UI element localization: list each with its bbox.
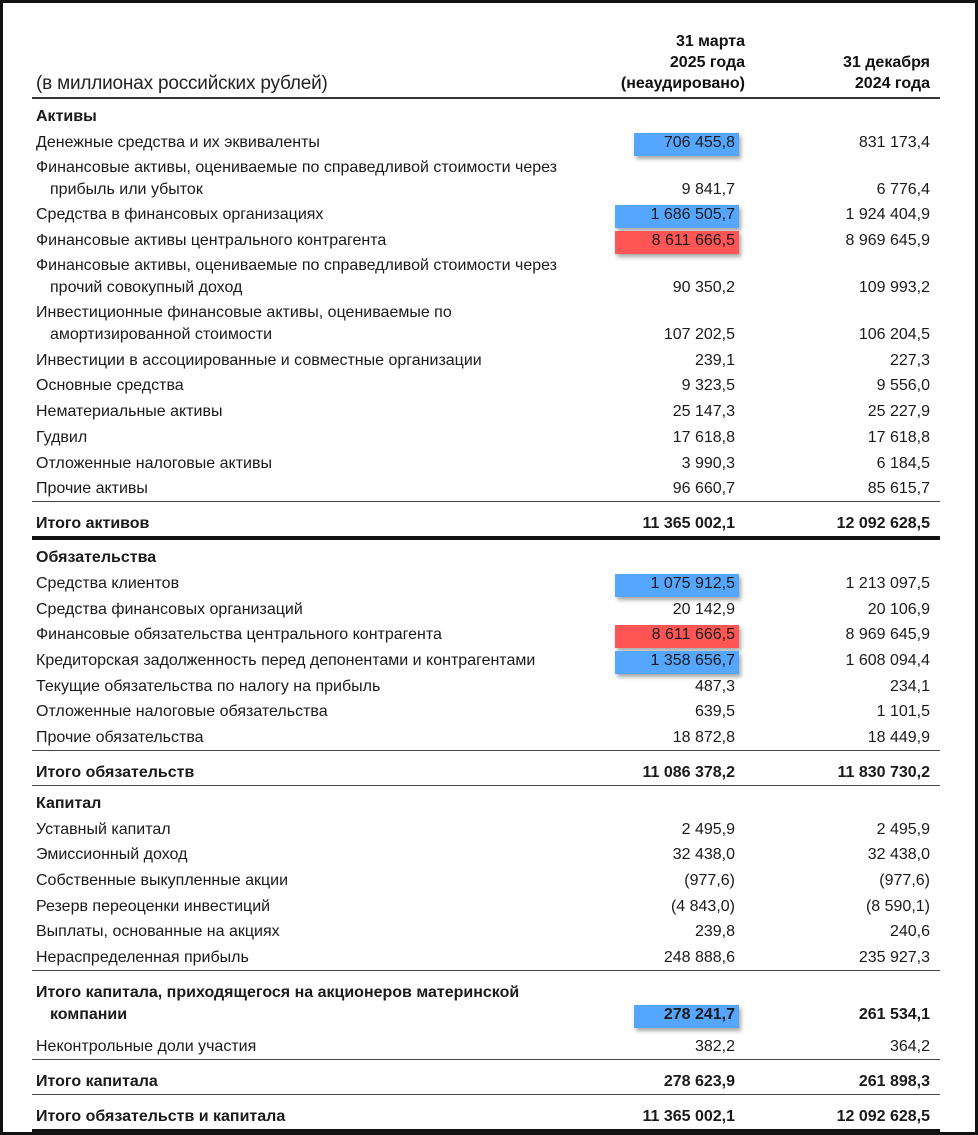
value-text: 382,2 xyxy=(694,1038,735,1056)
table-row xyxy=(32,816,940,842)
table-row xyxy=(32,227,940,253)
section-title: Капитал xyxy=(36,795,102,812)
value-text: 239,1 xyxy=(694,351,735,369)
column-header-line: (неаудировано) xyxy=(620,75,745,92)
value-mar-2025 xyxy=(585,1106,735,1129)
column-header-line: 2025 года xyxy=(669,54,745,71)
row-label-line: прочий совокупный доход xyxy=(50,279,243,297)
value-dec-2024: 12 092 628,5 xyxy=(836,1108,930,1126)
table-row xyxy=(32,842,940,868)
value-text: 278 623,9 xyxy=(663,1073,735,1091)
value-text: 107 202,5 xyxy=(663,326,735,344)
row-label xyxy=(32,819,585,842)
row-label xyxy=(32,870,585,893)
row-label-line: Собственные выкупленные акции xyxy=(36,872,289,890)
row-label xyxy=(32,844,585,867)
row-label-line: Средства клиентов xyxy=(36,574,180,592)
value-mar-2025 xyxy=(585,1071,735,1094)
row-label-line: компании xyxy=(50,1006,128,1024)
total-parent-equity-row xyxy=(32,970,940,1027)
value-mar-2025 xyxy=(585,478,735,501)
row-label xyxy=(32,921,585,944)
table-row xyxy=(32,398,940,424)
row-label: Итого обязательств и капитала xyxy=(36,1108,286,1126)
value-dec-2024: 261 534,1 xyxy=(858,1006,930,1024)
value-text: 8 611 666,5 xyxy=(651,626,735,644)
row-label xyxy=(32,375,585,398)
value-dec-2024: 8 969 645,9 xyxy=(845,626,930,644)
value-mar-2025 xyxy=(585,701,735,724)
value-text: 248 888,6 xyxy=(663,949,735,967)
value-text: 25 147,3 xyxy=(672,403,735,421)
row-label-line: Гудвил xyxy=(36,428,88,446)
section-title: Активы xyxy=(36,108,97,125)
row-label xyxy=(32,896,585,919)
value-dec-2024: 227,3 xyxy=(889,351,930,369)
row-label xyxy=(32,132,585,155)
value-mar-2025 xyxy=(585,1004,735,1027)
value-mar-2025 xyxy=(585,947,735,970)
liabilities-section-title xyxy=(32,540,940,570)
row-label xyxy=(32,204,585,227)
value-dec-2024: 9 556,0 xyxy=(876,377,930,395)
value-text: 9 841,7 xyxy=(681,180,735,198)
value-dec-2024: 240,6 xyxy=(889,923,930,941)
value-dec-2024: 109 993,2 xyxy=(858,279,930,297)
table-row xyxy=(32,155,940,202)
value-text: 9 323,5 xyxy=(681,377,735,395)
row-label-line: Инвестиционные финансовые активы, оцениваемые по xyxy=(36,304,452,322)
row-label xyxy=(32,255,585,300)
row-label xyxy=(32,453,585,476)
table-row xyxy=(32,202,940,228)
value-text: 1 358 656,7 xyxy=(650,651,735,669)
value-text: 96 660,7 xyxy=(672,480,735,498)
value-dec-2024: 25 227,9 xyxy=(867,403,930,421)
row-label-line: Финансовые обязательства центрального контрагента xyxy=(36,626,442,644)
value-dec-2024: 1 101,5 xyxy=(876,703,930,721)
row-label-line: Инвестиции в ассоциированные и совместные организации xyxy=(36,351,482,369)
row-label-line: Прочие активы xyxy=(36,480,148,498)
balance-sheet xyxy=(32,0,940,1133)
row-label-line: Средства в финансовых организациях xyxy=(36,206,324,224)
units-note: (в миллионах российских рублей) xyxy=(36,73,328,94)
value-dec-2024: 261 898,3 xyxy=(858,1073,930,1091)
column-header-dec-2024 xyxy=(843,52,930,94)
column-header-mar-2025 xyxy=(621,31,745,94)
row-label xyxy=(32,427,585,450)
row-label-line: Текущие обязательства по налогу на прибыль xyxy=(36,677,381,695)
value-text: 11 365 002,1 xyxy=(642,515,735,533)
row-label xyxy=(32,157,585,202)
row-label-line: Нераспределенная прибыль xyxy=(36,949,249,967)
value-mar-2025 xyxy=(585,599,735,622)
value-mar-2025 xyxy=(585,727,735,750)
value-mar-2025 xyxy=(585,453,735,476)
value-dec-2024: 1 924 404,9 xyxy=(845,206,930,224)
table-row xyxy=(32,476,940,502)
row-label-line: Кредиторская задолженность перед депонентами и контрагентами xyxy=(36,651,536,669)
column-header-line: 31 марта xyxy=(675,33,745,50)
table-row xyxy=(32,424,940,450)
row-label-line: прибыль или убыток xyxy=(50,180,203,198)
row-label: Итого капитала xyxy=(36,1073,158,1091)
value-dec-2024: 18 449,9 xyxy=(867,729,930,746)
value-mar-2025 xyxy=(585,230,735,253)
value-text: 239,8 xyxy=(694,923,735,941)
value-mar-2025 xyxy=(585,676,735,699)
row-label-line: Прочие обязательства xyxy=(36,729,204,746)
table-row xyxy=(32,919,940,945)
value-dec-2024: 11 830 730,2 xyxy=(837,764,930,781)
table-row xyxy=(32,570,940,596)
row-label-line: Отложенные налоговые обязательства xyxy=(36,703,328,721)
row-label xyxy=(32,727,585,750)
value-text: 11 365 002,1 xyxy=(642,1108,735,1126)
row-label-line: Основные средства xyxy=(36,377,184,395)
value-mar-2025 xyxy=(585,870,735,893)
row-label-line: Средства финансовых организаций xyxy=(36,600,303,618)
value-dec-2024: 20 106,9 xyxy=(867,600,930,618)
value-dec-2024: 6 776,4 xyxy=(876,180,930,198)
row-label: Итого активов xyxy=(36,515,150,533)
value-mar-2025 xyxy=(585,573,735,596)
row-label xyxy=(32,350,585,373)
row-label xyxy=(32,401,585,424)
value-dec-2024: 6 184,5 xyxy=(876,454,930,472)
column-header-line: 2024 года xyxy=(854,75,930,92)
value-dec-2024: 17 618,8 xyxy=(867,428,930,446)
value-mar-2025 xyxy=(585,277,735,300)
value-dec-2024: (977,6) xyxy=(879,872,930,890)
row-label-line: Отложенные налоговые активы xyxy=(36,454,272,472)
row-label-line: Выплаты, основанные на акциях xyxy=(36,923,280,941)
row-label-line: амортизированной стоимости xyxy=(50,326,272,344)
row-label xyxy=(32,478,585,501)
value-text: 18 872,8 xyxy=(672,729,735,746)
row-label xyxy=(32,573,585,596)
value-mar-2025 xyxy=(585,650,735,673)
value-dec-2024: 831 173,4 xyxy=(858,133,930,151)
row-label-line: Денежные средства и их эквиваленты xyxy=(36,133,320,151)
value-mar-2025 xyxy=(585,324,735,347)
row-label-line: Эмиссионный доход xyxy=(36,846,188,864)
value-mar-2025 xyxy=(585,179,735,202)
row-label xyxy=(32,701,585,724)
value-mar-2025 xyxy=(585,350,735,373)
value-text: 17 618,8 xyxy=(672,428,735,446)
total-liabilities-row xyxy=(32,750,940,785)
value-mar-2025 xyxy=(585,624,735,647)
row-label-line: Уставный капитал xyxy=(36,820,171,838)
table-row xyxy=(32,300,940,347)
table-row xyxy=(32,253,940,300)
row-label-line: Итого капитала, приходящегося на акционеров материнской xyxy=(36,984,520,1002)
value-mar-2025 xyxy=(585,132,735,155)
value-dec-2024: 106 204,5 xyxy=(858,326,930,344)
non-controlling-interest-row xyxy=(32,1027,940,1059)
table-row xyxy=(32,867,940,893)
value-text: 11 086 378,2 xyxy=(642,764,735,781)
table-row xyxy=(32,944,940,970)
grand-total-row xyxy=(32,1094,940,1129)
value-text: 706 455,8 xyxy=(663,133,735,151)
value-mar-2025 xyxy=(585,921,735,944)
table-row xyxy=(32,673,940,699)
assets-section-title xyxy=(32,99,940,129)
equity-section-title xyxy=(32,786,940,816)
table-row xyxy=(32,129,940,155)
value-text: 8 611 666,5 xyxy=(651,232,735,250)
value-dec-2024: 234,1 xyxy=(889,677,930,695)
table-row xyxy=(32,622,940,648)
value-mar-2025 xyxy=(585,513,735,536)
value-text: 639,5 xyxy=(694,703,735,721)
row-label-line: Финансовые активы центрального контрагента xyxy=(36,232,387,250)
value-dec-2024: 235 927,3 xyxy=(858,949,930,967)
value-dec-2024: (8 590,1) xyxy=(865,897,930,915)
table-row xyxy=(32,347,940,373)
value-text: (4 843,0) xyxy=(670,897,735,915)
table-row xyxy=(32,893,940,919)
table-row xyxy=(32,373,940,399)
value-dec-2024: 1 608 094,4 xyxy=(845,651,930,669)
total-assets-row xyxy=(32,501,940,536)
value-text: 90 350,2 xyxy=(672,279,735,297)
value-text: 20 142,9 xyxy=(672,600,735,618)
table-row xyxy=(32,699,940,725)
value-dec-2024: 2 495,9 xyxy=(876,820,930,838)
value-mar-2025 xyxy=(585,762,735,785)
divider xyxy=(32,1129,940,1133)
row-label xyxy=(32,982,585,1027)
table-header xyxy=(32,0,940,99)
value-text: 32 438,0 xyxy=(672,846,735,864)
row-label-line: Финансовые активы, оцениваемые по справедливой стоимости через xyxy=(36,257,557,275)
value-mar-2025 xyxy=(585,401,735,424)
value-dec-2024: 85 615,7 xyxy=(867,480,930,498)
value-dec-2024: 12 092 628,5 xyxy=(836,515,930,533)
row-label-line: Резерв переоценки инвестиций xyxy=(36,897,271,915)
value-text: (977,6) xyxy=(684,872,735,890)
row-label: Неконтрольные доли участия xyxy=(36,1038,257,1056)
value-text: 2 495,9 xyxy=(681,820,735,838)
row-label xyxy=(32,947,585,970)
value-mar-2025 xyxy=(585,844,735,867)
value-mar-2025 xyxy=(585,375,735,398)
table-row xyxy=(32,596,940,622)
table-body xyxy=(32,99,940,1133)
row-label xyxy=(32,624,585,647)
value-mar-2025 xyxy=(585,1036,735,1059)
row-label xyxy=(32,230,585,253)
value-text: 278 241,7 xyxy=(663,1006,735,1024)
column-header-line: 31 декабря xyxy=(843,54,930,71)
table-row xyxy=(32,450,940,476)
value-dec-2024: 8 969 645,9 xyxy=(845,232,930,250)
value-dec-2024: 32 438,0 xyxy=(867,846,930,864)
value-text: 3 990,3 xyxy=(681,454,735,472)
value-text: 1 075 912,5 xyxy=(650,574,735,592)
value-mar-2025 xyxy=(585,204,735,227)
row-label xyxy=(32,676,585,699)
row-label xyxy=(32,650,585,673)
section-title: Обязательства xyxy=(36,549,157,567)
value-mar-2025 xyxy=(585,819,735,842)
row-label-line: Финансовые активы, оцениваемые по справедливой стоимости через xyxy=(36,158,557,176)
value-dec-2024: 364,2 xyxy=(889,1038,930,1056)
row-label xyxy=(32,302,585,347)
row-label-line: Нематериальные активы xyxy=(36,403,223,421)
table-row xyxy=(32,647,940,673)
value-mar-2025 xyxy=(585,427,735,450)
table-row xyxy=(32,724,940,750)
row-label: Итого обязательств xyxy=(36,764,195,781)
row-label xyxy=(32,599,585,622)
value-text: 1 686 505,7 xyxy=(650,206,735,224)
total-equity-row xyxy=(32,1059,940,1094)
value-mar-2025 xyxy=(585,896,735,919)
value-dec-2024: 1 213 097,5 xyxy=(845,574,930,592)
value-text: 487,3 xyxy=(694,677,735,695)
